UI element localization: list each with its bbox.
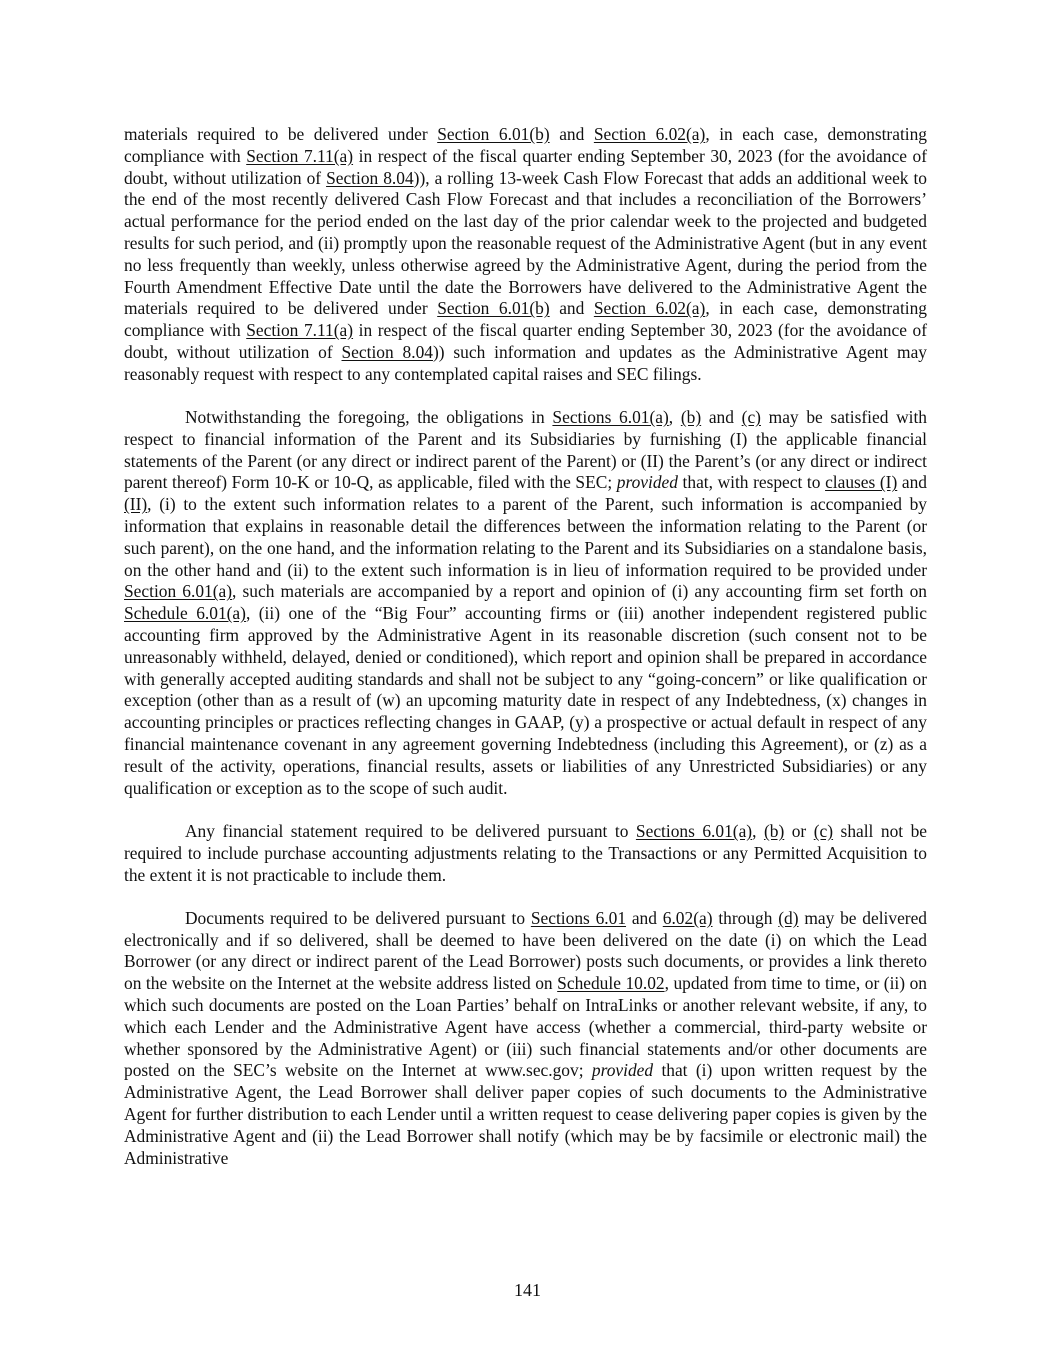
page-number: 141 [514,1280,541,1300]
text-run: may be satisfied with respect to financial information of the Parent and its Subsidiaries by furnishing (I) the applicable financial statements of the Parent (or any direct or indirect parent of the Parent) or (II) the Parent’s (or any direct or indirect parent thereof) Form 10-K or 10-Q, as applicable, filed with the SEC; [124,407,928,493]
text-run: , [668,407,681,428]
cross-reference: Section 8.04 [341,341,433,362]
cross-reference: (d) [778,907,799,928]
text-run: and [701,407,742,428]
cross-reference: Schedule 6.01(a) [124,603,246,624]
text-run: shall not be required to include purchase accounting adjustments relating to the Transactions or any Permitted Acquisition to the extent it is not practicable to include them. [124,820,928,885]
text-run: materials required to be delivered under [124,124,438,144]
text-run: , such materials are accompanied by a report and opinion of (i) any accounting firm set forth on [232,581,927,602]
text-run: and [549,298,594,319]
italic-term: provided [616,472,678,493]
text-run: , (ii) one of the “Big Four” accounting firms or (iii) another independent registered public accounting firm approved by the Administrative Agent in its reasonable discretion (such consent not to be unreasonably withheld, delayed, denied or conditioned), which report and opinion shall be prepared in accordance with generally accepted auditing standards and shall not be subject to any “going-concern” or like qualification or exception (other than as a result of (w) an upcoming maturity date in respect of any Indebtedness, (x) changes in accounting principles or practices reflecting changes in GAAP, (y) a prospective or actual default in respect of any financial maintenance covenant in any agreement governing Indebtedness (including this Agreement), or (z) as a result of the activity, operations, financial results, assets or liabilities of any Unrestricted Subsidiaries) or any qualification or exception as to the scope of such audit. [124,603,927,798]
text-run: Any financial statement required to be delivered pursuant to [185,820,636,841]
text-run: and [626,907,663,928]
text-run: , (i) to the extent such information relates to a parent of the Parent, such information is accompanied by information that explains in reasonable detail the differences between the information relating to the Parent (or such parent), on the one hand, and the information relating to the Parent and its Subsidiaries on a standalone basis, on the other hand and (ii) to the extent such information is in lieu of information required to be provided under [124,494,927,580]
text-run: , [752,820,764,841]
italic-term: provided [591,1060,654,1081]
cross-reference: Section 6.01(a) [124,581,233,602]
cross-reference: (c) [813,820,834,841]
cross-reference: Section 8.04 [326,167,414,188]
text-run: )) such information and updates as the Administrative Agent may reasonably request with respect to any contemplated capital raises and SEC filings. [124,341,927,384]
cross-reference: Section 6.02(a) [593,298,706,319]
cross-reference: Section 7.11(a) [246,145,354,166]
text-run: and [897,472,927,493]
text-run: or [784,820,814,841]
cross-reference: Sections 6.01(a) [552,407,669,428]
cross-reference: Schedule 10.02 [557,973,665,994]
document-body [124,124,927,1191]
paragraph-3 [124,821,927,886]
text-run: , in each case, demonstrating compliance with [124,298,928,341]
cross-reference: (c) [741,407,761,428]
cross-reference: (b) [763,820,785,841]
text-run: and [549,124,594,144]
text-run: in respect of the fiscal quarter ending September 30, 2023 (for the avoidance of doubt, without utilization of [124,145,927,188]
cross-reference: Section 6.02(a) [593,124,706,144]
text-run: in respect of the fiscal quarter ending September 30, 2023 (for the avoidance of doubt, without utilization of [124,320,927,362]
text-run: Documents required to be delivered pursuant to [185,907,531,928]
text-run: that, with respect to [677,472,826,493]
text-run: Notwithstanding the foregoing, the obligations in [185,407,553,428]
cross-reference: (b) [680,407,702,428]
cross-reference: (II) [124,494,148,515]
cross-reference: Sections 6.01 [530,907,627,928]
text-run: through [712,907,779,928]
cross-reference: Section 6.01(b) [437,124,550,144]
paragraph-1 [124,124,927,386]
text-run: , updated from time to time, or (ii) on which such documents are posted on the Loan Parties’ behalf on IntraLinks or another relevant website, if any, to which each Lender and the Administrative Agent have access (whether a commercial, third-party website or whether sponsored by the Administrative Agent) or (iii) such financial statements and/or other documents are posted on the SEC’s website on the Internet at www.sec.gov; [124,973,927,1081]
cross-reference: Section 7.11(a) [246,320,354,341]
text-run: )), a rolling 13-week Cash Flow Forecast that adds an additional week to the end of the most recently delivered Cash Flow Forecast and that includes a reconciliation of the Borrowers’ actual performance for the period ended on the last day of the prior calendar week to the projected and budgeted results for such period, and (ii) promptly upon the reasonable request of the Administrative Agent (but in any event no less frequently than weekly, unless otherwise agreed by the Administrative Agent, during the period from the Fourth Amendment Effective Date until the date the Borrowers have delivered to the Administrative Agent the materials required to be delivered under [124,167,927,319]
text-run: that (i) upon written request by the Administrative Agent, the Lead Borrower shall deliver paper copies of such documents to the Administrative Agent for further distribution to each Lender until a written request to cease delivering paper copies is given by the Administrative Agent and (ii) the Lead Borrower shall notify (which may be by facsimile or electronic mail) the Administrative [124,1060,927,1168]
cross-reference: 6.02(a) [662,907,713,928]
text-run: , in each case, demonstrating compliance with [124,124,928,166]
paragraph-4 [124,908,927,1170]
cross-reference: clauses (I) [825,472,898,493]
text-run: may be delivered electronically and if so delivered, shall be deemed to have been delivered on the date (i) on which the Lead Borrower (or any direct or indirect parent of the Lead Borrower) posts such documents, or provides a link thereto on the website on the Internet at the website address listed on [124,907,927,994]
cross-reference: Section 6.01(b) [437,298,550,319]
paragraph-2 [124,407,927,799]
cross-reference: Sections 6.01(a) [635,820,753,841]
